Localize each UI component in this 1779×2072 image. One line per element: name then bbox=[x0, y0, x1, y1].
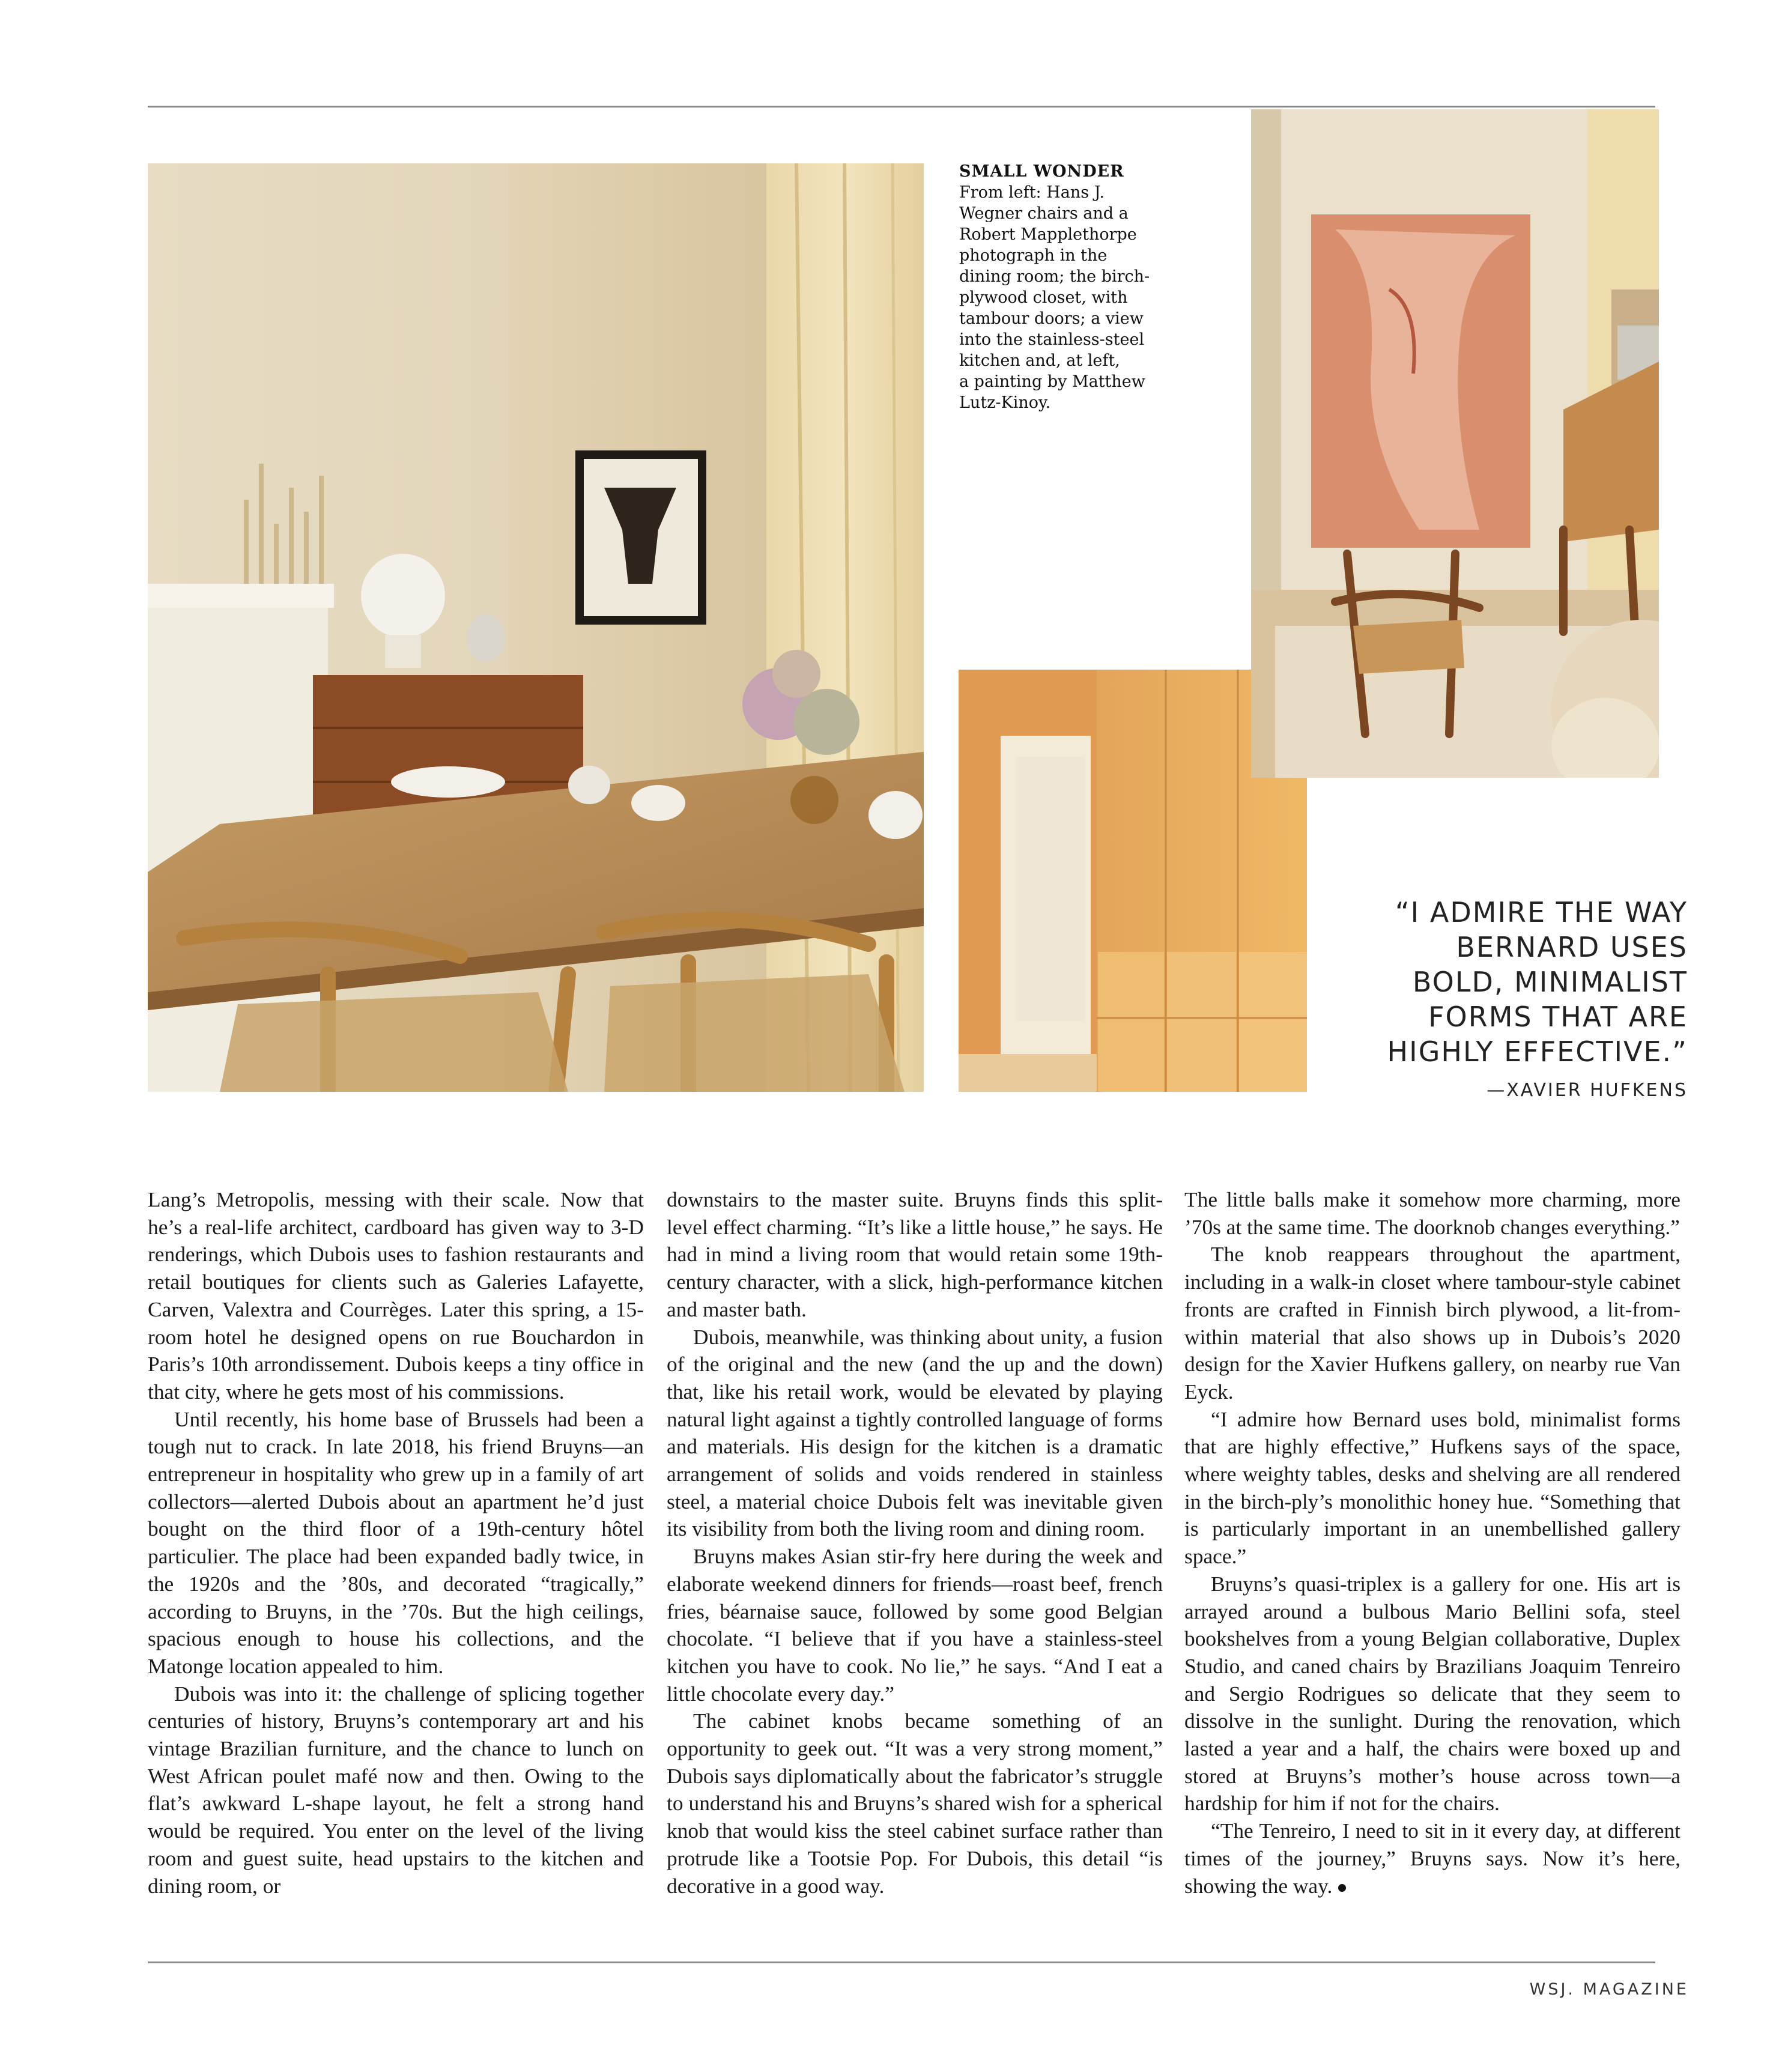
paragraph: Until recently, his home base of Brussels had been a tough nut to crack. In late 2018, his friend Bruyns—an entrepreneur in hospitality who grew up in a family of art collectors—alerted Dubois about an apartment he’d just bought on the third floor of a 19th-century hôtel particulier. The place had been expanded badly twice, in the 1920s and the ’80s, and decorated “tragically,” according to Bruyns, in the ’70s. But the high ceilings, spacious enough to house his collections, and the Matonge location appealed to him. bbox=[148, 1407, 644, 1678]
pull-quote-line: HIGHLY EFFECTIVE.” bbox=[1387, 1035, 1688, 1068]
body-column-2 bbox=[667, 1186, 1163, 1900]
caption-line: plywood closet, with bbox=[959, 288, 1128, 307]
caption-line: dining room; the birch- bbox=[959, 267, 1150, 286]
paragraph: Bruyns’s quasi-triplex is a gallery for one. His art is arrayed around a bulbous Mario Bellini sofa, steel bookshelves from a young Belgian collaborative, Duplex Studio, and caned chairs by Brazilians Joaquim Tenreiro and Sergio Rodrigues so delicate that they seem to dissolve in the sunlight. During the renovation, which lasted a year and a half, the chairs were boxed up and stored at Bruyns’s mother’s house across town—a hardship for him if not for the chairs. bbox=[1184, 1571, 1681, 1816]
magazine-footer: WSJ. MAGAZINE bbox=[1529, 1980, 1689, 1999]
paragraph: Dubois was into it: the challenge of splicing together centuries of history, Bruyns’s contemporary art and his vintage Brazilian furniture, and the chance to lunch on West African poulet mafé now and then. Owing to the flat’s awkward L-shape layout, he felt a strong hand would be required. You enter on the level of the living room and guest suite, head upstairs to the kitchen and dining room, or bbox=[148, 1681, 644, 1898]
pull-quote-line: FORMS THAT ARE bbox=[1428, 1001, 1688, 1033]
paragraph: “I admire how Bernard uses bold, minimalist forms that are highly effective,” Hufkens says of the space, where weighty tables, desks and shelving are all rendered in the birch-ply’s monolithic honey hue. “Something that is particularly important in an unembellished gallery space.” bbox=[1184, 1407, 1681, 1569]
living-room-photo bbox=[1251, 109, 1659, 778]
caption-line: kitchen and, at left, bbox=[959, 351, 1120, 370]
caption-line: Wegner chairs and a bbox=[959, 204, 1129, 223]
caption-line: tambour doors; a view bbox=[959, 309, 1144, 328]
paragraph: Dubois, meanwhile, was thinking about unity, a fusion of the original and the new (and the up and the down) that, like his retail work, would be elevated by playing natural light against a tightly controlled language of forms and materials. His design for the kitchen is a dramatic arrangement of solids and voids rendered in stainless steel, a material choice Dubois felt was inevitable given its visibility from both the living room and dining room. bbox=[667, 1324, 1163, 1541]
caption-line: From left: Hans J. bbox=[959, 183, 1105, 202]
caption-line: into the stainless-steel bbox=[959, 330, 1145, 349]
top-rule bbox=[148, 106, 1655, 108]
caption-line: Lutz-Kinoy. bbox=[959, 393, 1051, 412]
paragraph: The little balls make it somehow more charming, more ’70s at the same time. The doorknob changes everything.” bbox=[1184, 1187, 1681, 1239]
pull-quote-line: BOLD, MINIMALIST bbox=[1412, 966, 1688, 998]
caption-line: a painting by Matthew bbox=[959, 372, 1145, 391]
pull-quote-line: “I ADMIRE THE WAY bbox=[1395, 896, 1688, 928]
photo-caption bbox=[959, 161, 1211, 413]
bottom-rule bbox=[148, 1961, 1655, 1963]
caption-title: SMALL WONDER bbox=[959, 162, 1124, 181]
paragraph: The knob reappears throughout the apartment, including in a walk-in closet where tambour-style cabinet fronts are crafted in Finnish birch plywood, a lit-from-within material that also shows up in Dubois’s 2020 design for the Xavier Hufkens gallery, on nearby rue Van Eyck. bbox=[1184, 1242, 1681, 1404]
paragraph: downstairs to the master suite. Bruyns finds this split-level effect charming. “It’s like a little house,” he says. He had in mind a living room that would retain some 19th-century character, with a slick, high-performance kitchen and master bath. bbox=[667, 1187, 1163, 1321]
paragraph: Lang’s Metropolis, messing with their scale. Now that he’s a real-life architect, cardboard has given way to 3-D renderings, which Dubois uses to fashion restaurants and retail boutiques for clients such as Galeries Lafayette, Carven, Valextra and Courrèges. Later this spring, a 15-room hotel he designed opens on rue Bouchardon in Paris’s 10th arrondissement. Dubois keeps a tiny office in that city, where he gets most of his commissions. bbox=[148, 1187, 644, 1404]
paragraph: Bruyns makes Asian stir-fry here during the week and elaborate weekend dinners for friends—roast beef, french fries, béarnaise sauce, followed by some good Belgian chocolate. “I believe that if you have a stainless-steel kitchen you have to cook. No lie,” he says. “And I eat a little chocolate every day.” bbox=[667, 1544, 1163, 1706]
caption-line: Robert Mapplethorpe bbox=[959, 225, 1137, 244]
paragraph: The cabinet knobs became something of an opportunity to geek out. “It was a very strong moment,” Dubois says diplomatically about the fabricator’s struggle to understand his and Bruyns’s shared wish for a spherical knob that would kiss the steel cabinet surface rather than protrude like a Tootsie Pop. For Dubois, this detail “is decorative in a good way. bbox=[667, 1709, 1163, 1898]
body-column-1 bbox=[148, 1186, 644, 1900]
paragraph bbox=[1184, 1817, 1681, 1900]
caption-line: photograph in the bbox=[959, 246, 1108, 265]
end-mark-icon bbox=[1338, 1884, 1346, 1892]
pull-quote-attribution: —XAVIER HUFKENS bbox=[1487, 1080, 1688, 1101]
body-column-3 bbox=[1184, 1186, 1681, 1900]
pull-quote-line: BERNARD USES bbox=[1456, 931, 1688, 963]
dining-room-photo bbox=[148, 163, 924, 1092]
pull-quote bbox=[1297, 895, 1688, 1069]
paragraph-text: “The Tenreiro, I need to sit in it every day, at different times of the journey,” Bruyns says. Now it’s here, showing the way. bbox=[1184, 1819, 1681, 1898]
